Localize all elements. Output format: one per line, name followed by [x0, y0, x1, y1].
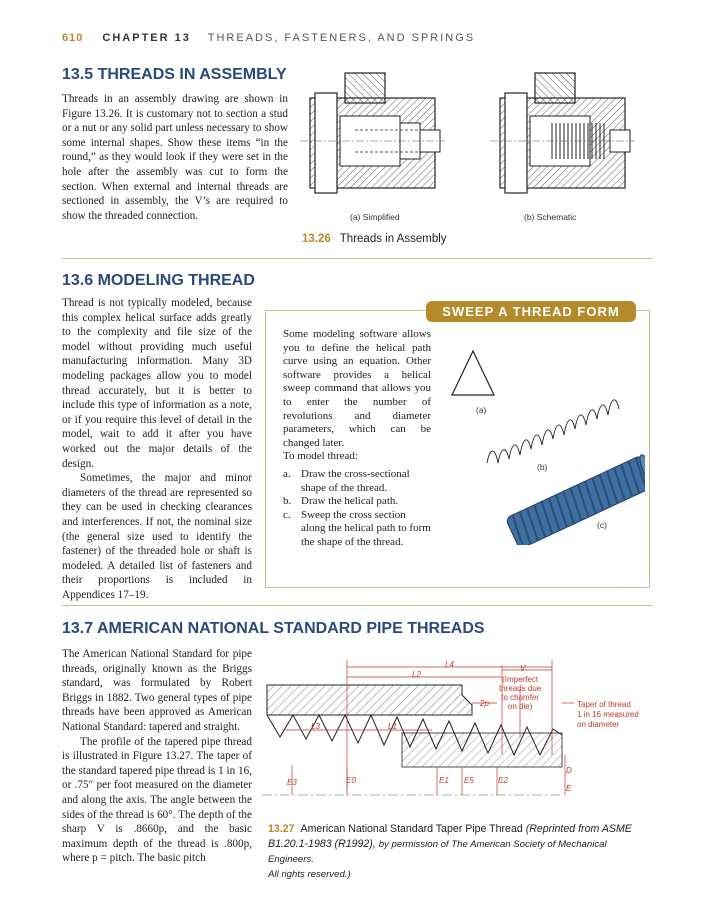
sweep-lead: To model thread:: [283, 450, 358, 463]
taper-note: Taper of thread 1 in 16 measured on diameter: [577, 700, 639, 729]
helical-path: [487, 400, 619, 463]
section-13-5-body: [62, 92, 288, 223]
dim-d: D: [566, 766, 572, 775]
paragraph: The American National Standard for pipe threads, originally known as the Briggs standard, was formulated by Robert Briggs in 1882. Two general types of pipe threads have been approved as American National Standard: tapered and straight.: [62, 648, 252, 733]
section-heading-13-5: 13.5 THREADS IN ASSEMBLY: [62, 66, 287, 83]
dim-e1: E1: [439, 776, 449, 785]
schematic-thread-assembly: [490, 73, 635, 193]
sweep-label-c: (c): [597, 520, 607, 530]
sweep-step: b. Draw the helical path.: [283, 495, 399, 508]
simplified-thread-assembly: [300, 73, 445, 193]
dim-e0: E0: [346, 776, 356, 785]
sweep-intro: Some modeling software allows you to define the helical path curve using an equation. Other software provides a helical sweep command that allows you to enter the number of revolutions and diameter parameters, which can be changed later.: [283, 328, 431, 449]
thread-profile-triangle: [452, 351, 494, 395]
section-heading-13-6: 13.6 MODELING THREAD: [62, 272, 255, 289]
figure-13-27-drawing: [262, 655, 657, 815]
figure-credit: B1.20.1-1983 (R1992),: [268, 838, 376, 850]
dim-l4: L4: [445, 660, 454, 669]
figure-13-26-caption: [302, 233, 447, 245]
sweep-label-b: (b): [537, 462, 548, 472]
section-divider: [62, 258, 652, 259]
chapter-title: THREADS, FASTENERS, AND SPRINGS: [207, 32, 476, 44]
figure-13-26-sub-a: (a) Simplified: [350, 212, 400, 222]
section-13-6-body: [62, 296, 252, 602]
imperfect-threads-note: (Imperfect threads due to chamfer on die): [499, 675, 542, 711]
paragraph: The profile of the tapered pipe thread is illustrated in Figure 13.27. The taper of the standard tapered pipe thread is 1 in 16, or .75″ per foot measured on the diameter and along the axis. The angle between the sides of the thread is 60°. The depth of the sharp V is .8660p, and the basic maximum depth of the thread is .800p, where p = pitch. The basic pitch: [62, 735, 252, 865]
figure-caption-text: Threads in Assembly: [339, 233, 447, 245]
figure-13-27-caption: [268, 822, 653, 882]
sweep-box-text: [283, 328, 431, 550]
dim-e2: E2: [498, 776, 508, 785]
figure-number: 13.27: [268, 823, 295, 835]
paragraph: Thread is not typically modeled, because this complex helical surface adds greatly to the complexity and file size of the model without providing much useful manufacturing information. Many 3D modeling packages allow you to model thread accurately, but it is better to include this type of information as a note, or if you require this level of detail in the model, wait to add it after you have worked out the major details of the design.: [62, 297, 252, 470]
sweep-step: c. Sweep the cross section along the helical path to form the shape of the thread.: [283, 508, 431, 548]
section-divider: [62, 605, 652, 606]
section-13-7-body: [62, 647, 252, 866]
dim-l2: L2: [412, 670, 421, 679]
sweep-label-a: (a): [476, 405, 487, 415]
dim-e3: E3: [287, 778, 297, 787]
figure-caption-text: American National Standard Taper Pipe Thread: [300, 823, 523, 835]
figure-credit: (Reprinted from ASME: [525, 823, 632, 835]
dim-l3: L3: [311, 722, 320, 731]
dim-2p: 2p: [480, 699, 489, 708]
sweep-step: a. Draw the cross-sectional shape of the thread.: [283, 467, 410, 494]
dim-e5: E5: [464, 776, 474, 785]
sweep-steps: [283, 468, 431, 550]
figure-credit: All rights reserved.): [268, 869, 351, 880]
section-heading-13-7: 13.7 AMERICAN NATIONAL STANDARD PIPE THREADS: [62, 620, 485, 637]
sweep-illustration: [445, 345, 645, 545]
figure-13-26-sub-b: (b) Schematic: [524, 212, 577, 222]
figure-number: 13.26: [302, 233, 331, 245]
dim-e-axis: E: [566, 784, 572, 793]
swept-thread-solid: [505, 453, 645, 545]
dim-v: V: [520, 664, 526, 673]
chapter-label: CHAPTER 13: [102, 32, 191, 44]
paragraph: Sometimes, the major and minor diameters of the thread are represented so they can be used in checking clearances and interferences. If not, the nominal size (the general size used to identify the fastener) of the threaded hole or shaft is modeled. A detailed list of fasteners and their proportions is included in Appendices 17–19.: [62, 472, 252, 601]
figure-13-26-drawing: [300, 68, 655, 218]
dim-l1: L1: [388, 722, 397, 731]
paragraph: Threads in an assembly drawing are shown in Figure 13.26. It is customary not to section a stud or a nut or any solid part unless necessary to show some internal shapes. Show these items “in the round,” as they would look if they were set in the hole after the assembly was cut to form the section. When external and internal threads are sectioned in assembly, the V’s are required to show the threaded connection.: [62, 93, 288, 222]
running-head: [62, 32, 475, 44]
page-number: 610: [62, 32, 84, 44]
figure-credit: by permission of The American Society of Mechanical Engineers.: [268, 839, 607, 865]
sweep-box-banner: SWEEP A THREAD FORM: [426, 301, 636, 322]
